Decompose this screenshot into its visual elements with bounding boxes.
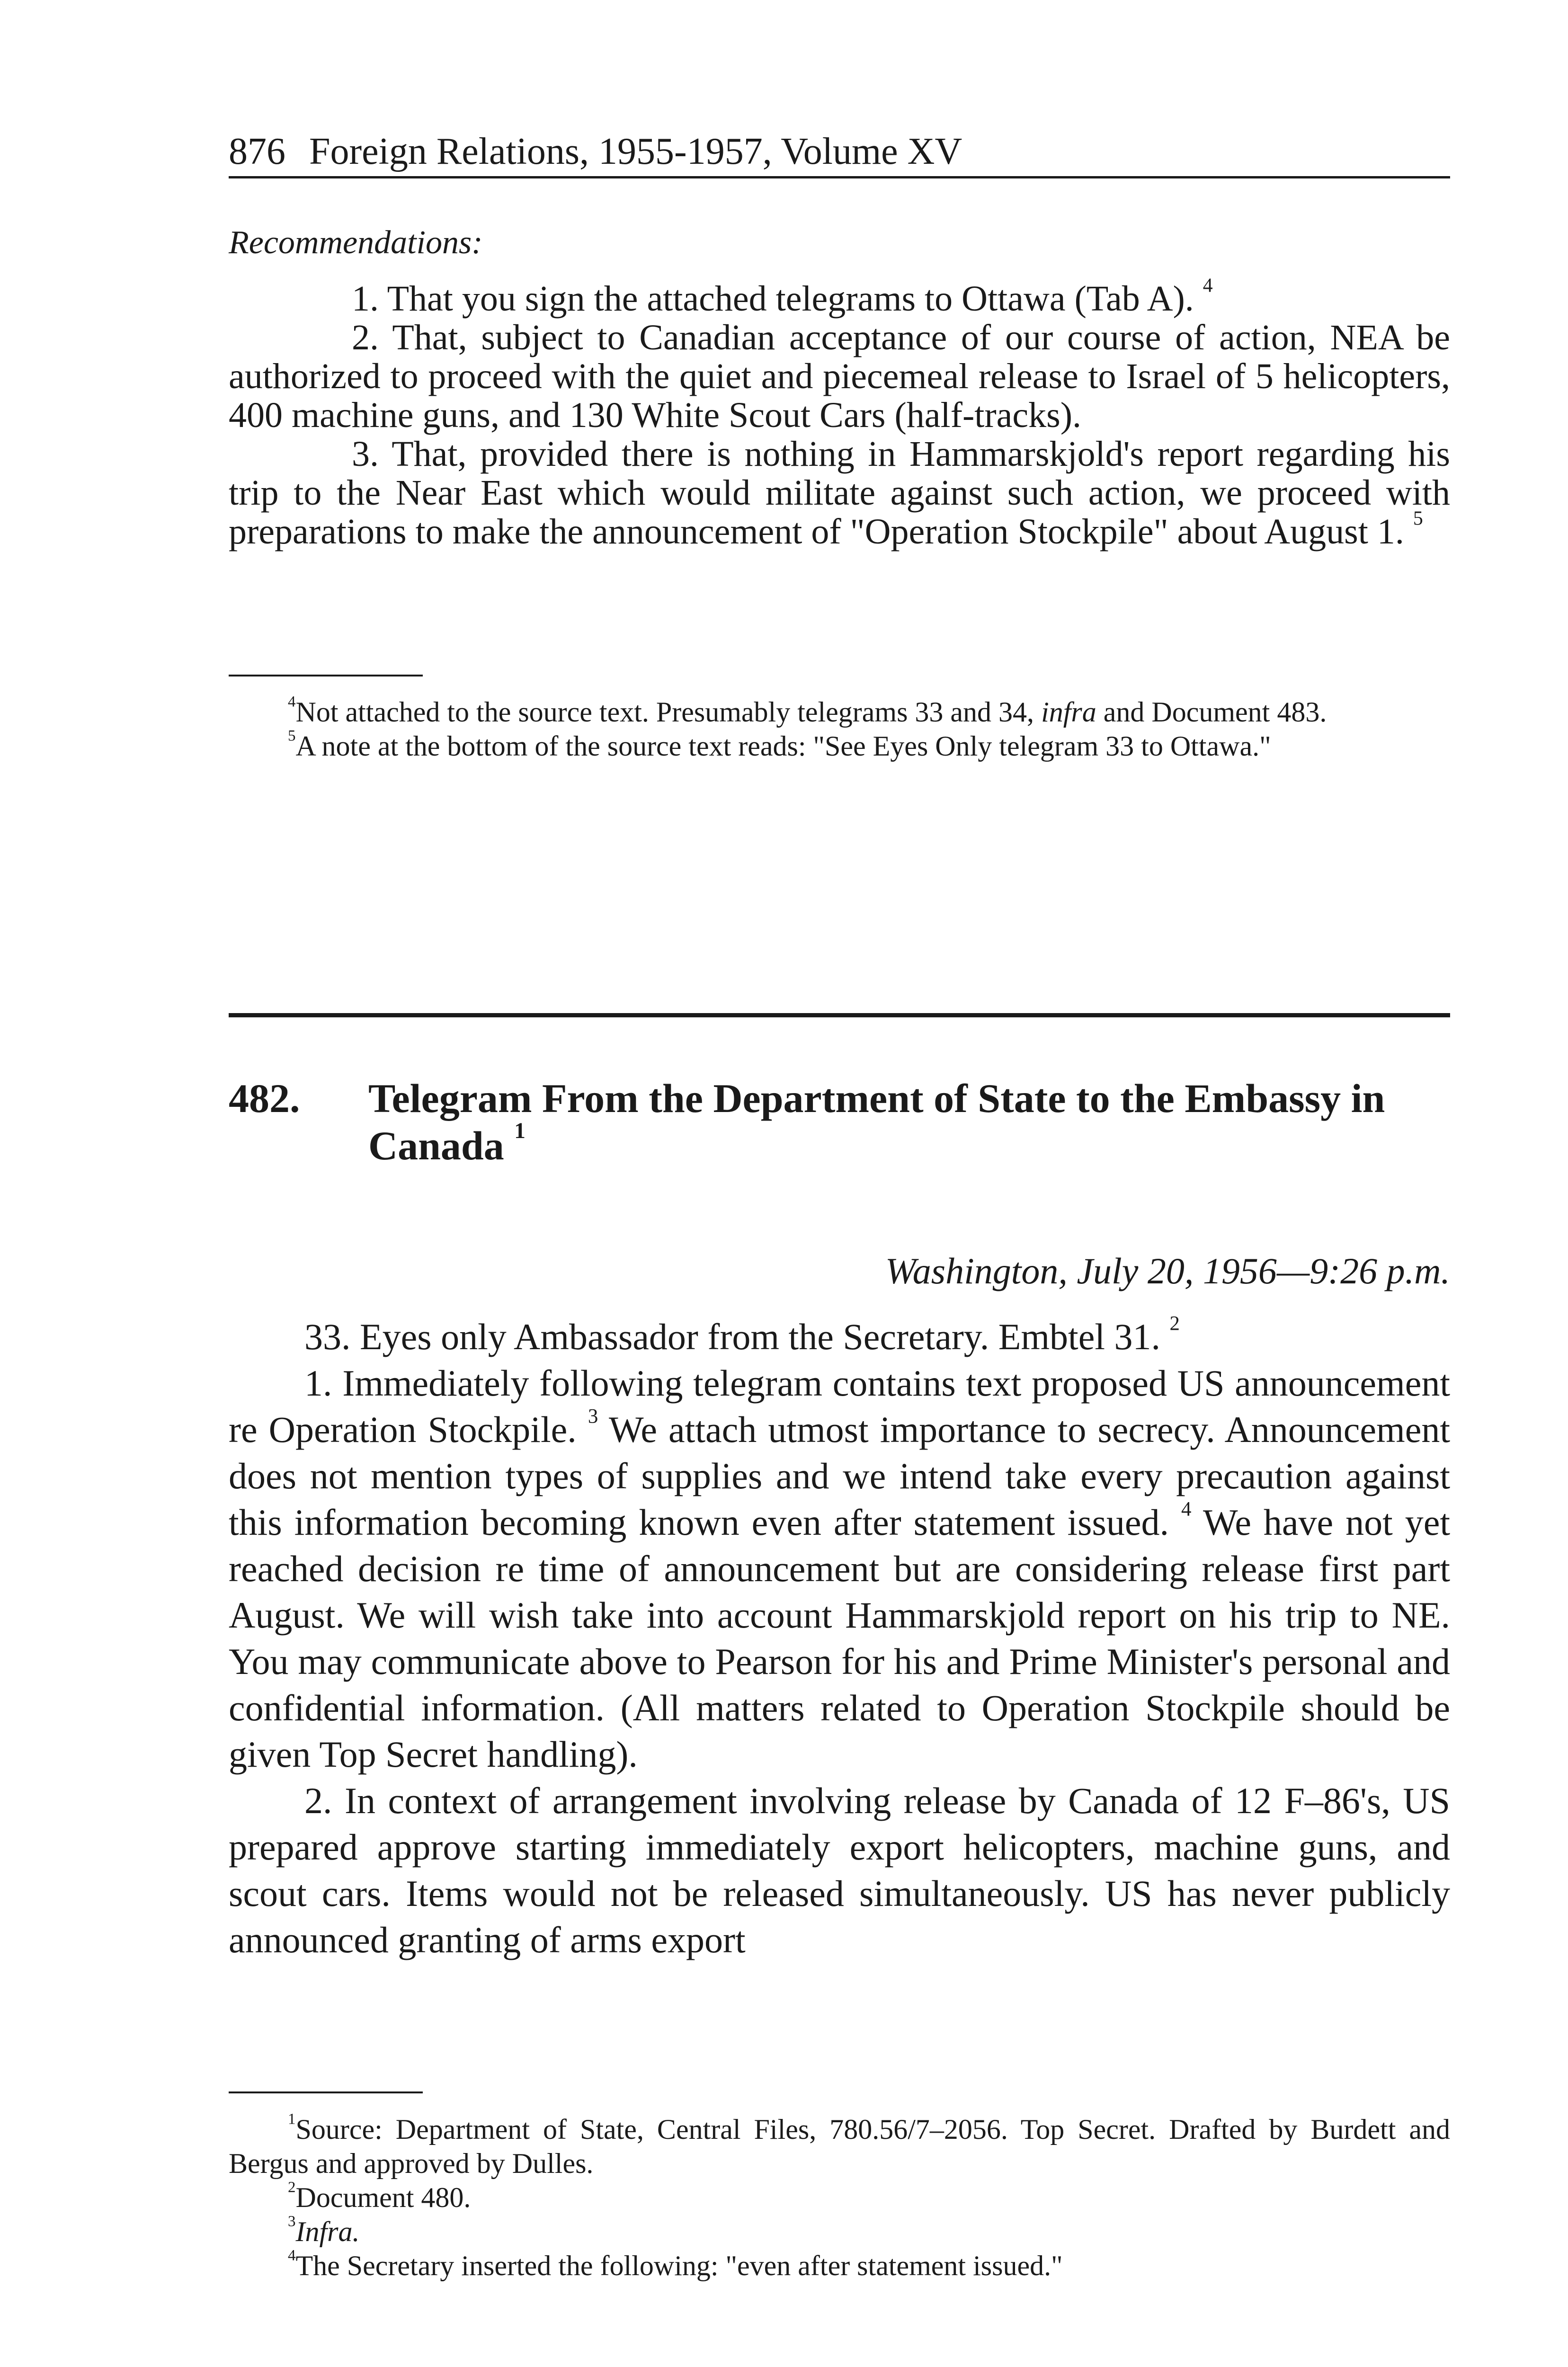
footnote-ref: 3 [588,1405,598,1428]
footnote: $^4$Not attached to the source text. Presumably telegrams 33 and 34, infra and Document 483. [288,693,1327,728]
footnote-ref: 5 [1413,507,1423,530]
footnote-ref: 4 [1181,1498,1192,1521]
footnote: $^4$The Secretary inserted the following: "even after statement issued." [288,2247,1063,2281]
paragraph: 1. Immediately following telegram contains text proposed US announcement re Operation Stockpile. $^3$ We attach utmost importance to secrecy. Announcement does not mention types of supplies and we intend take every precaution against this information becoming known even after statement issued. $^4$ We have not yet reached decision re time of announcement but are considering release first part August. We will wish take into account Hammarskjold report on his trip to NE. You may communicate above to Pearson for his and Prime Minister's personal and confidential information. (All matters related to Operation Stockpile should be given Top Secret handling). [229,1362,1451,1775]
footnotes-bottom [229,2112,1450,2283]
footnote-divider [229,2091,423,2093]
recommendation-item: 2. That, subject to Canadian acceptance of our course of action, NEA be authorized to proceed with the quiet and piecemeal release to Israel of 5 helicopters, 400 machine guns, and 130 White Scout Cars (half-tracks). [229,318,1450,435]
paragraph: 33. Eyes only Ambassador from the Secretary. Embtel 31. $^2$ [304,1312,1180,1357]
footnotes-top [229,695,1450,763]
dateline: Washington, July 20, 1956—9:26 p.m. [885,1250,1450,1291]
recommendations-list [229,275,1450,552]
recommendation-item: 3. That, provided there is nothing in Hammarskjold's report regarding his trip to the Near East which would militate against such action, we proceed with preparations to make the announcement of "Operation Stockpile" about August 1. $^5$ [229,434,1450,552]
footnote: $^2$Document 480. [288,2179,471,2213]
footnote: $^5$A note at the bottom of the source text reads: "See Eyes Only telegram 33 to Ottawa." [288,727,1271,762]
footnote: $^3$Infra. [288,2213,360,2247]
volume-title: Foreign Relations, 1955-1957, Volume XV [309,131,962,172]
recommendations-heading: Recommendations: [229,224,483,261]
footnote-ref: 2 [1169,1312,1180,1335]
paragraph: 2. In context of arrangement involving release by Canada of 12 F–86's, US prepared approve starting immediately export helicopters, machine guns, and scout cars. Items would not be released simultaneously. US has never publicly announced granting of arms export [229,1780,1450,1960]
footnote-divider [229,675,423,676]
recommendation-item: 1. That you sign the attached telegrams to Ottawa (Tab A). $^4$ [352,275,1213,319]
telegram-body [229,1314,1450,1963]
page-number: 876 [229,131,285,172]
section-divider [229,1013,1450,1017]
document-title: Telegram From the Department of State to the Embassy in Canada $^1$ [368,1076,1385,1168]
running-head [229,128,1450,178]
footnote-ref: 1 [514,1119,526,1144]
document-number: 482. [229,1076,300,1121]
footnote-ref: 4 [1203,275,1213,297]
footnote: $^1$Source: Department of State, Central Files, 780.56/7–2056. Top Secret. Drafted by Burdett and Bergus and approved by Dulles. [229,2110,1450,2179]
